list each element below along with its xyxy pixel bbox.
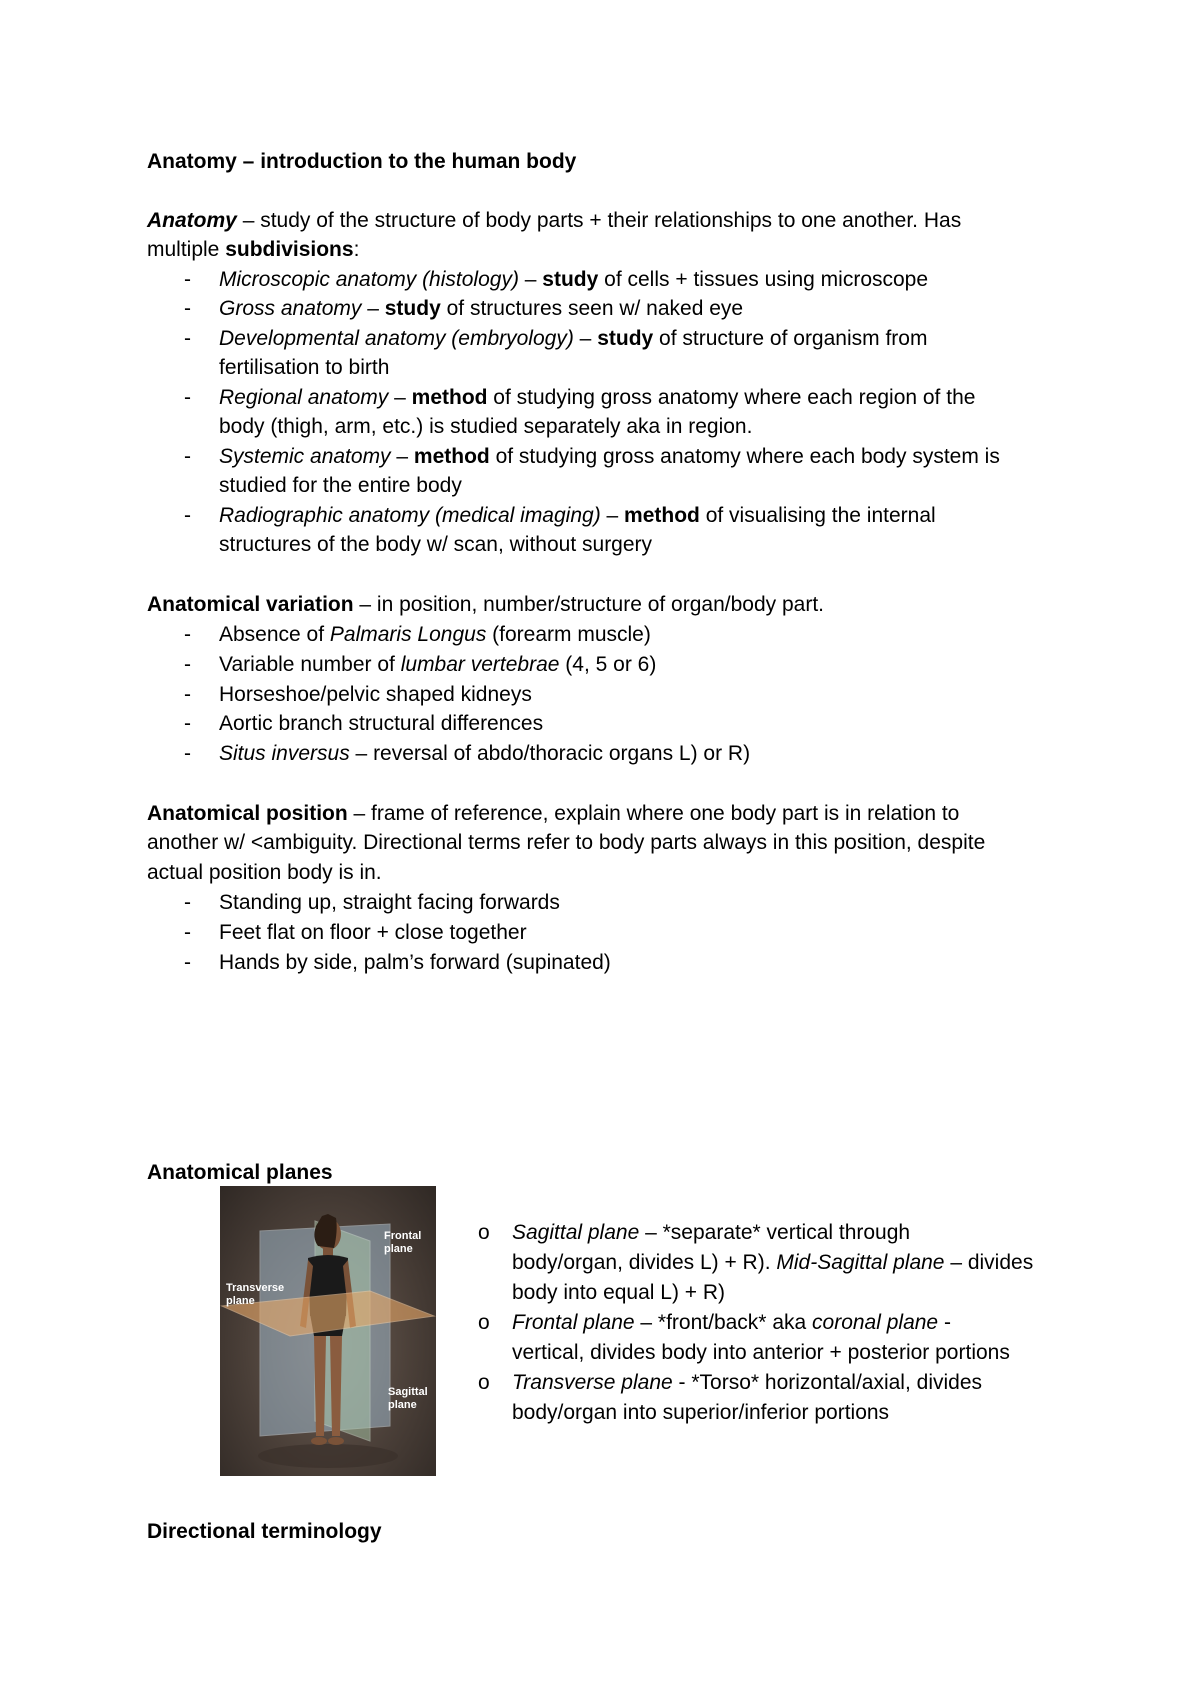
list-item: Sagittal plane – *separate* vertical through xyxy=(512,1221,911,1244)
list-bullet: - xyxy=(184,297,191,320)
position-definition-line: actual position body is in. xyxy=(147,861,382,884)
planes-heading: Anatomical planes xyxy=(147,1161,333,1184)
list-bullet: - xyxy=(184,445,191,468)
list-bullet: - xyxy=(184,891,191,914)
list-item: Aortic branch structural differences xyxy=(219,712,544,735)
list-bullet: o xyxy=(478,1221,490,1244)
list-item-continuation: body/organ, divides L) + R). Mid-Sagittal plane – divides xyxy=(512,1251,1034,1274)
list-bullet: o xyxy=(478,1371,490,1394)
list-item: Variable number of lumbar vertebrae (4, 5 or 6) xyxy=(219,653,657,676)
anatomical-planes-image xyxy=(220,1186,436,1476)
list-item-continuation: vertical, divides body into anterior + posterior portions xyxy=(512,1341,1010,1364)
list-item: Radiographic anatomy (medical imaging) – method of visualising the internal xyxy=(219,504,936,527)
list-item-continuation: body into equal L) + R) xyxy=(512,1281,726,1304)
list-bullet: - xyxy=(184,712,191,735)
page-title: Anatomy – introduction to the human body xyxy=(147,150,577,173)
variation-heading-line: Anatomical variation – in position, number/structure of organ/body part. xyxy=(147,593,824,616)
list-item: Absence of Palmaris Longus (forearm muscle) xyxy=(219,623,651,646)
list-bullet: - xyxy=(184,327,191,350)
list-item: Standing up, straight facing forwards xyxy=(219,891,560,914)
list-item: Situs inversus – reversal of abdo/thoracic organs L) or R) xyxy=(219,742,751,765)
list-item-continuation: structures of the body w/ scan, without surgery xyxy=(219,533,653,556)
list-item-continuation: body/organ into superior/inferior portions xyxy=(512,1401,890,1424)
list-bullet: - xyxy=(184,268,191,291)
list-bullet: - xyxy=(184,504,191,527)
list-bullet: - xyxy=(184,386,191,409)
list-item: Horseshoe/pelvic shaped kidneys xyxy=(219,683,532,706)
transverse-plane-label: Transverse plane xyxy=(226,1282,285,1307)
list-item-continuation: studied for the entire body xyxy=(219,474,462,497)
list-item: Gross anatomy – study of structures seen w/ naked eye xyxy=(219,297,744,320)
anatomy-definition-line-1: Anatomy – study of the structure of body parts + their relationships to one another. Has xyxy=(147,209,962,232)
anatomy-term: Anatomy xyxy=(147,209,237,232)
list-item: Regional anatomy – method of studying gross anatomy where each region of the xyxy=(219,386,976,409)
position-definition-line: another w/ <ambiguity. Directional terms refer to body parts always in this position, despite xyxy=(147,831,986,854)
list-item-continuation: fertilisation to birth xyxy=(219,356,390,379)
list-bullet: - xyxy=(184,742,191,765)
sagittal-plane-label: Sagittal plane xyxy=(388,1386,428,1411)
position-heading-line: Anatomical position – frame of reference, explain where one body part is in relation to xyxy=(147,802,960,825)
directional-heading: Directional terminology xyxy=(147,1520,382,1543)
list-bullet: - xyxy=(184,623,191,646)
list-item: Frontal plane – *front/back* aka coronal plane - xyxy=(512,1311,951,1334)
list-item: Hands by side, palm’s forward (supinated) xyxy=(219,951,611,974)
list-item: Microscopic anatomy (histology) – study of cells + tissues using microscope xyxy=(219,268,929,291)
list-bullet: - xyxy=(184,921,191,944)
list-bullet: o xyxy=(478,1311,490,1334)
list-bullet: - xyxy=(184,683,191,706)
list-item: Feet flat on floor + close together xyxy=(219,921,527,944)
list-bullet: - xyxy=(184,653,191,676)
list-item: Systemic anatomy – method of studying gross anatomy where each body system is xyxy=(219,445,1000,468)
list-item-continuation: body (thigh, arm, etc.) is studied separately aka in region. xyxy=(219,415,753,438)
frontal-plane-label: Frontal plane xyxy=(384,1230,422,1255)
list-bullet: - xyxy=(184,951,191,974)
list-item: Transverse plane - *Torso* horizontal/axial, divides xyxy=(512,1371,983,1394)
anatomy-definition-line-2: multiple subdivisions: xyxy=(147,238,360,261)
list-item: Developmental anatomy (embryology) – study of structure of organism from xyxy=(219,327,928,350)
